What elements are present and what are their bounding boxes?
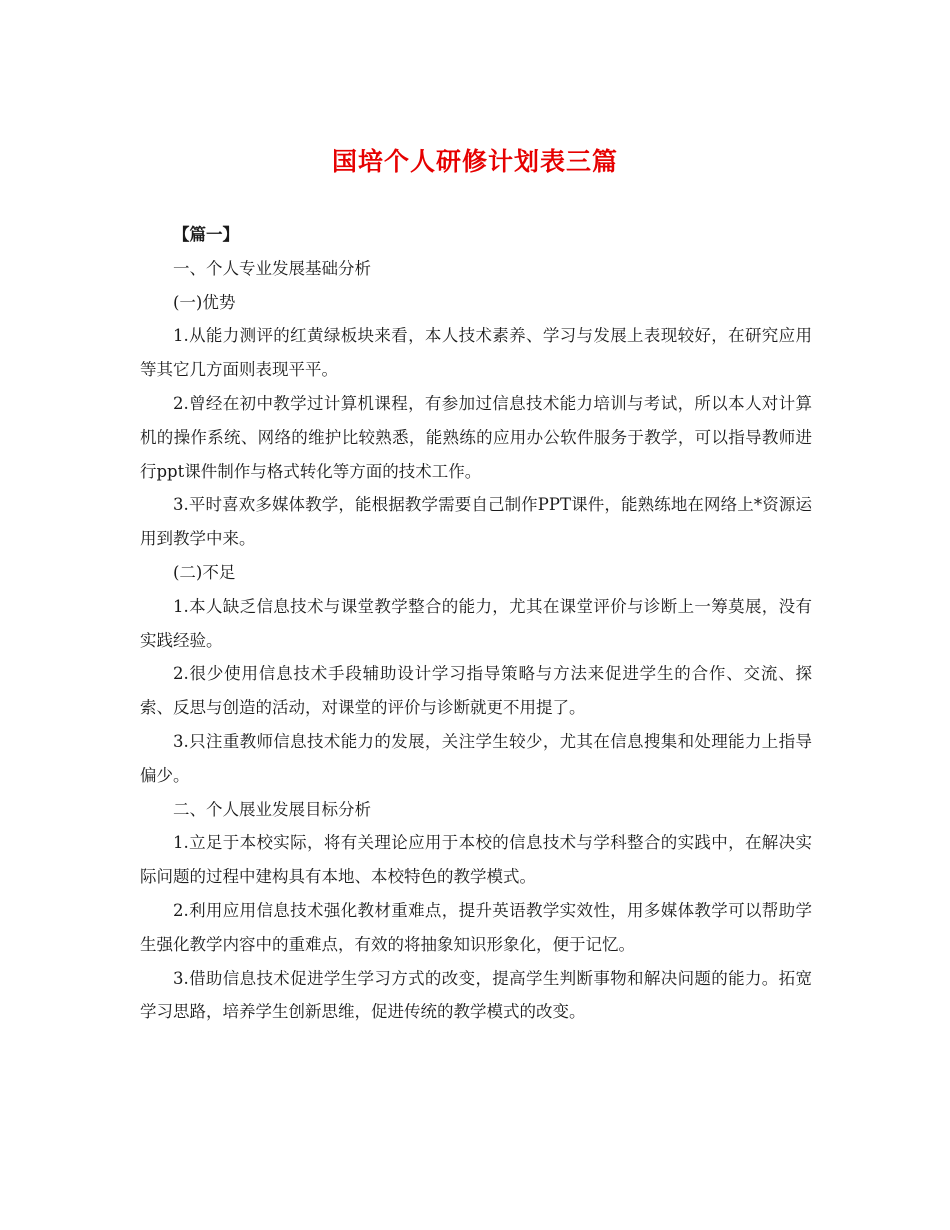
paragraph: 3.平时喜欢多媒体教学，能根据教学需要自己制作PPT课件，能熟练地在网络上*资源运用到教学中来。 — [140, 495, 812, 549]
paragraph: 1.立足于本校实际，将有关理论应用于本校的信息技术与学科整合的实践中，在解决实际问题的过程中建构具有本地、本校特色的教学模式。 — [140, 833, 812, 887]
subheading-weaknesses: (二)不足 — [173, 562, 236, 582]
paragraph: 1.从能力测评的红黄绿板块来看，本人技术素养、学习与发展上表现较好，在研究应用等其它几方面则表现平平。 — [140, 326, 812, 380]
paragraph: 2.曾经在初中教学过计算机课程，有参加过信息技术能力培训与考试，所以本人对计算机的操作系统、网络的维护比较熟悉，能熟练的应用办公软件服务于教学，可以指导教师进行ppt课件制作与格式转化等方面的技术工作。 — [140, 393, 812, 481]
heading-1: 一、个人专业发展基础分析 — [173, 258, 371, 278]
document-body — [140, 218, 812, 1029]
paragraph: 3.只注重教师信息技术能力的发展，关注学生较少，尤其在信息搜集和处理能力上指导偏少。 — [140, 731, 812, 785]
document-title: 国培个人研修计划表三篇 — [331, 147, 618, 176]
heading-2: 二、个人展业发展目标分析 — [173, 799, 371, 819]
paragraph: 2.很少使用信息技术手段辅助设计学习指导策略与方法来促进学生的合作、交流、探索、反思与创造的活动，对课堂的评价与诊断就更不用提了。 — [140, 664, 812, 718]
paragraph: 2.利用应用信息技术强化教材重难点，提升英语教学实效性，用多媒体教学可以帮助学生强化教学内容中的重难点，有效的将抽象知识形象化，便于记忆。 — [140, 900, 812, 954]
paragraph: 1.本人缺乏信息技术与课堂教学整合的能力，尤其在课堂评价与诊断上一筹莫展，没有实践经验。 — [140, 596, 812, 650]
subheading-strengths: (一)优势 — [173, 292, 236, 312]
paragraph: 3.借助信息技术促进学生学习方式的改变，提高学生判断事物和解决问题的能力。拓宽学习思路，培养学生创新思维，促进传统的教学模式的改变。 — [140, 968, 812, 1022]
section-heading: 【篇一】 — [173, 225, 239, 244]
